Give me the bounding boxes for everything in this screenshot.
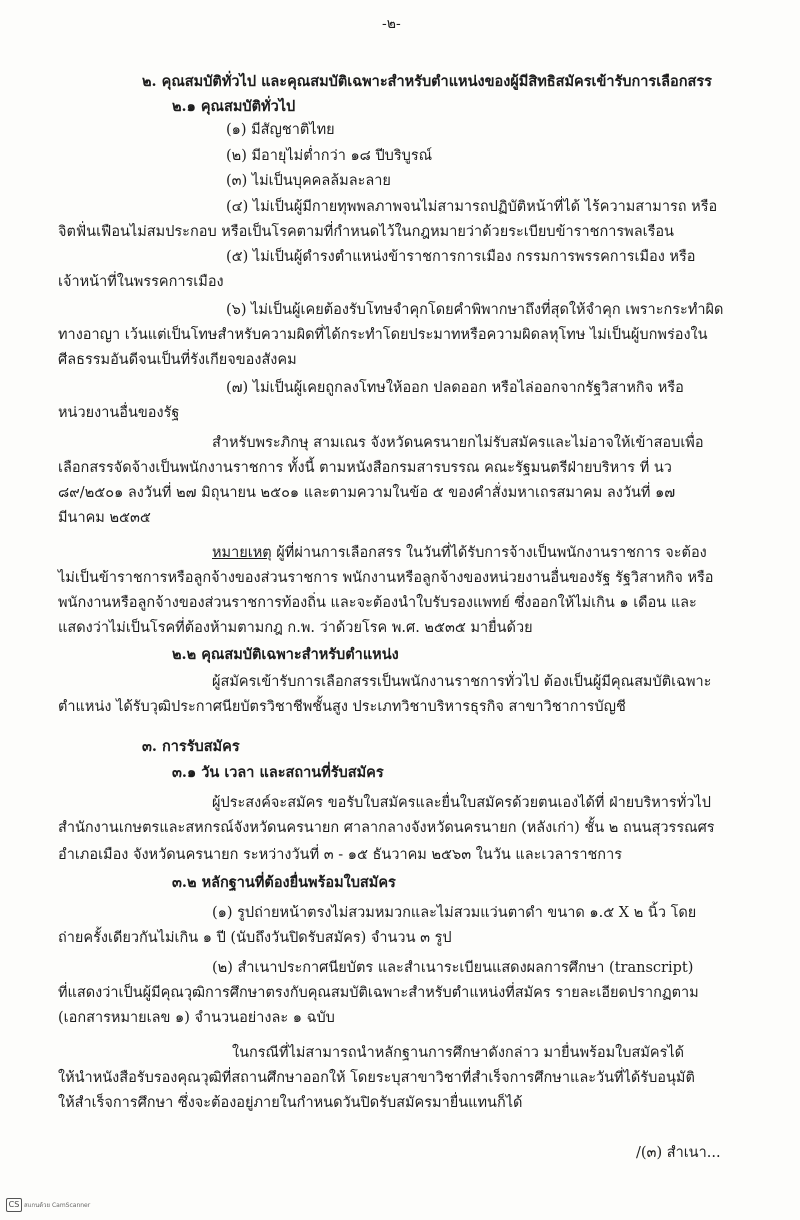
specific-qualification-line-1: ผู้สมัครเข้ารับการเลือกสรรเป็นพนักงานราชการทั่วไป ต้องเป็นผู้มีคุณสมบัติเฉพาะ xyxy=(212,674,712,690)
general-qualification-4-line-2: จิตฟั่นเฟือนไม่สมประกอบ หรือเป็นโรคตามที่กำหนดไว้ในกฎหมายว่าด้วยระเบียบข้าราชการพลเรือน xyxy=(58,224,674,240)
section-2-2-heading: ๒.๒ คุณสมบัติเฉพาะสำหรับตำแหน่ง xyxy=(172,646,399,663)
note-label: หมายเหตุ xyxy=(212,545,272,561)
document-1-line-1: (๑) รูปถ่ายหน้าตรงไม่สวมหมวกและไม่สวมแว่นตาดำ ขนาด ๑.๕ X ๒ นิ้ว โดย xyxy=(212,905,697,921)
section-3-2-heading: ๓.๒ หลักฐานที่ต้องยื่นพร้อมใบสมัคร xyxy=(172,874,396,891)
section-3-heading: ๓. การรับสมัคร xyxy=(142,738,240,755)
application-place-line-3: อำเภอเมือง จังหวัดนครนายก ระหว่างวันที่ ๓ - ๑๕ ธันวาคม ๒๕๖๓ ในวัน และเวลาราชการ xyxy=(58,847,623,863)
monk-paragraph-line-3: ๘๙/๒๕๐๑ ลงวันที่ ๒๗ มิถุนายน ๒๕๐๑ และตามความในข้อ ๕ ของคำสั่งมหาเถรสมาคม ลงวันที่ ๑๗ xyxy=(58,485,676,501)
camscanner-logo: CS xyxy=(6,1198,22,1212)
note-line-1-text: ผู้ที่ผ่านการเลือกสรร ในวันที่ได้รับการจ้างเป็นพนักงานราชการ จะต้อง xyxy=(271,545,707,561)
application-place-line-1: ผู้ประสงค์จะสมัคร ขอรับใบสมัครและยื่นใบสมัครด้วยตนเองได้ที่ ฝ่ายบริหารทั่วไป xyxy=(212,795,711,811)
general-qualification-2: (๒) มีอายุไม่ต่ำกว่า ๑๘ ปีบริบูรณ์ xyxy=(226,148,433,164)
general-qualification-1: (๑) มีสัญชาติไทย xyxy=(226,122,335,138)
continued-next-page: /(๓) สำเนา... xyxy=(636,1145,721,1161)
general-qualification-7-line-1: (๗) ไม่เป็นผู้เคยถูกลงโทษให้ออก ปลดออก หรือไล่ออกจากรัฐวิสาหกิจ หรือ xyxy=(226,380,684,396)
monk-paragraph-line-1: สำหรับพระภิกษุ สามเณร จังหวัดนครนายกไม่รับสมัครและไม่อาจให้เข้าสอบเพื่อ xyxy=(212,435,704,451)
alternative-document-line-2: ให้นำหนังสือรับรองคุณวุฒิที่สถานศึกษาออกให้ โดยระบุสาขาวิชาที่สำเร็จการศึกษาและวันที่ได้รับอนุมัติ xyxy=(58,1070,695,1086)
general-qualification-4-line-1: (๔) ไม่เป็นผู้มีกายทุพพลภาพจนไม่สามารถปฏิบัติหน้าที่ได้ ไร้ความสามารถ หรือ xyxy=(226,199,718,215)
note-line-4: แสดงว่าไม่เป็นโรคที่ต้องห้ามตามกฎ ก.พ. ว่าด้วยโรค พ.ศ. ๒๕๓๕ มายื่นด้วย xyxy=(58,620,533,636)
general-qualification-3: (๓) ไม่เป็นบุคคลล้มละลาย xyxy=(226,173,391,189)
section-3-1-heading: ๓.๑ วัน เวลา และสถานที่รับสมัคร xyxy=(172,764,384,781)
scanner-watermark-text: สแกนด้วย CamScanner xyxy=(24,1202,91,1209)
general-qualification-7-line-2: หน่วยงานอื่นของรัฐ xyxy=(58,405,180,421)
general-qualification-5-line-2: เจ้าหน้าที่ในพรรคการเมือง xyxy=(58,274,224,290)
general-qualification-6-line-1: (๖) ไม่เป็นผู้เคยต้องรับโทษจำคุกโดยคำพิพากษาถึงที่สุดให้จำคุก เพราะกระทำผิด xyxy=(226,302,724,318)
section-2-heading: ๒. คุณสมบัติทั่วไป และคุณสมบัติเฉพาะสำหรับตำแหน่งของผู้มีสิทธิสมัครเข้ารับการเลือกสรร xyxy=(142,73,712,90)
note-line-2: ไม่เป็นข้าราชการหรือลูกจ้างของส่วนราชการ พนักงานหรือลูกจ้างของหน่วยงานอื่นของรัฐ รัฐวิสาหกิจ หรือ xyxy=(58,570,714,586)
note-line-3: พนักงานหรือลูกจ้างของส่วนราชการท้องถิ่น และจะต้องนำใบรับรองแพทย์ ซึ่งออกให้ไม่เกิน ๑ เดือน และ xyxy=(58,595,697,611)
document-1-line-2: ถ่ายครั้งเดียวกันไม่เกิน ๑ ปี (นับถึงวันปิดรับสมัคร) จำนวน ๓ รูป xyxy=(58,930,452,946)
general-qualification-6-line-3: ศีลธรรมอันดีจนเป็นที่รังเกียจของสังคม xyxy=(58,352,297,368)
application-place-line-2: สำนักงานเกษตรและสหกรณ์จังหวัดนครนายก ศาลากลางจังหวัดนครนายก (หลังเก่า) ชั้น ๒ ถนนสุวรรณศร xyxy=(58,820,715,836)
document-2-line-2: ที่แสดงว่าเป็นผู้มีคุณวุฒิการศึกษาตรงกับคุณสมบัติเฉพาะสำหรับตำแหน่งที่สมัคร รายละเอียดปรากฏตาม xyxy=(58,985,699,1001)
section-2-1-heading: ๒.๑ คุณสมบัติทั่วไป xyxy=(172,98,296,115)
monk-paragraph-line-4: มีนาคม ๒๕๓๕ xyxy=(58,510,151,526)
specific-qualification-line-2: ตำแหน่ง ได้รับวุฒิประกาศนียบัตรวิชาชีพชั้นสูง ประเภทวิชาบริหารธุรกิจ สาขาวิชาการบัญชี xyxy=(58,699,626,715)
monk-paragraph-line-2: เลือกสรรจัดจ้างเป็นพนักงานราชการ ทั้งนี้ ตามหนังสือกรมสารบรรณ คณะรัฐมนตรีฝ่ายบริหาร ที่ นว xyxy=(58,460,672,476)
alternative-document-line-3: ให้สำเร็จการศึกษา ซึ่งจะต้องอยู่ภายในกำหนดวันปิดรับสมัครมายื่นแทนก็ได้ xyxy=(58,1095,523,1111)
document-2-line-1: (๒) สำเนาประกาศนียบัตร และสำเนาระเบียนแสดงผลการศึกษา (transcript) xyxy=(212,960,694,976)
alternative-document-line-1: ในกรณีที่ไม่สามารถนำหลักฐานการศึกษาดังกล่าว มายื่นพร้อมใบสมัครได้ xyxy=(232,1045,685,1061)
general-qualification-5-line-1: (๕) ไม่เป็นผู้ดำรงตำแหน่งข้าราชการการเมือง กรรมการพรรคการเมือง หรือ xyxy=(226,249,696,265)
general-qualification-6-line-2: ทางอาญา เว้นแต่เป็นโทษสำหรับความผิดที่ได้กระทำโดยประมาทหรือความผิดลหุโทษ ไม่เป็นผู้บกพร่องใน xyxy=(58,327,708,343)
document-2-line-3: (เอกสารหมายเลข ๑) จำนวนอย่างละ ๑ ฉบับ xyxy=(58,1010,335,1026)
page-number: -๒- xyxy=(382,16,401,32)
note-line-1 xyxy=(212,543,707,563)
